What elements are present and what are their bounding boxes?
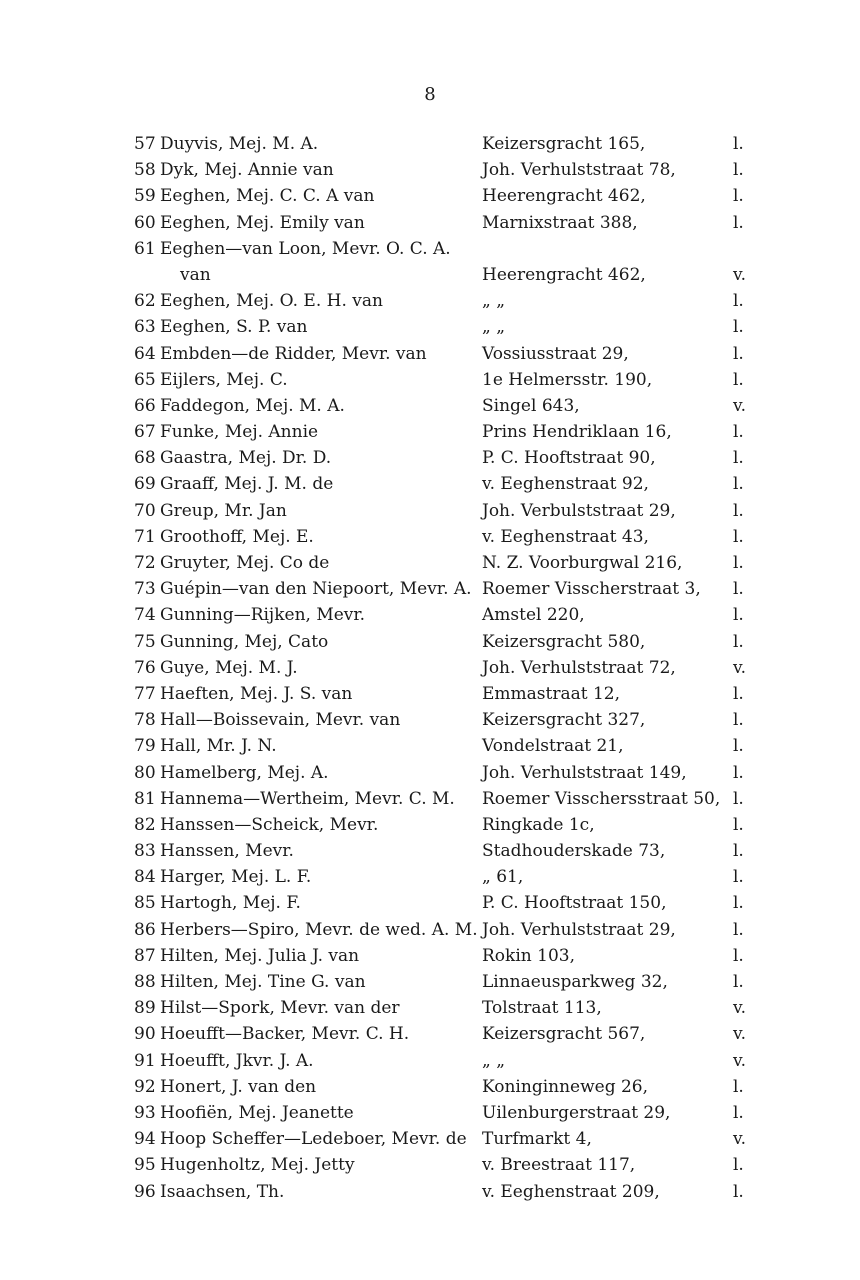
entry-address: Joh. Verhulststraat 29,: [482, 919, 676, 940]
entry-mark: v.: [733, 1050, 746, 1071]
entry-number: 72: [134, 553, 156, 573]
entry-name: Graaff, Mej. J. M. de: [160, 474, 334, 495]
entry-name: van: [180, 264, 211, 285]
entry-name: Honert, J. van den: [160, 1076, 317, 1097]
entry-address: Keizersgracht 327,: [482, 710, 646, 731]
list-entry: [0, 812, 860, 838]
entry-address: Emmastraat 12,: [482, 683, 621, 704]
entry-address: „ „: [482, 1050, 506, 1071]
entry-mark: l.: [733, 474, 744, 495]
entry-name: Groothoff, Mej. E.: [160, 526, 314, 547]
entry-name: Hoop Scheffer—Ledeboer, Mevr. de: [160, 1129, 467, 1150]
member-list: [0, 131, 860, 1205]
entry-name: Hoeufft—Backer, Mevr. C. H.: [160, 1024, 410, 1045]
entry-address: v. Eeghenstraat 209,: [482, 1181, 660, 1202]
entry-address: Stadhouderskade 73,: [482, 841, 666, 862]
entry-mark: v.: [733, 1024, 746, 1045]
entry-address: „ 61,: [482, 867, 524, 888]
list-entry: [0, 576, 860, 602]
list-entry: [0, 419, 860, 445]
entry-mark: l.: [733, 369, 744, 390]
entry-mark: l.: [733, 710, 744, 731]
list-entry: [0, 314, 860, 340]
entry-address: Joh. Verhulststraat 149,: [482, 762, 687, 783]
entry-name: Herbers—Spiro, Mevr. de wed. A. M.: [160, 919, 478, 940]
list-entry: [0, 550, 860, 576]
entry-name: Haeften, Mej. J. S. van: [160, 683, 353, 704]
list-entry: [0, 1179, 860, 1205]
entry-name: Eeghen, Mej. O. E. H. van: [160, 291, 383, 312]
entry-address: „ „: [482, 317, 506, 338]
entry-number: 73: [134, 579, 156, 600]
entry-mark: l.: [733, 291, 744, 312]
list-entry: [0, 864, 860, 890]
entry-number: 62: [134, 291, 156, 312]
entry-address: Linnaeusparkweg 32,: [482, 972, 668, 992]
list-entry: [0, 1126, 860, 1152]
entry-name: Gruyter, Mej. Co de: [160, 553, 330, 573]
entry-mark: l.: [733, 919, 744, 940]
entry-name: Harger, Mej. L. F.: [160, 867, 312, 888]
entry-mark: l.: [733, 186, 744, 207]
list-entry: [0, 890, 860, 916]
entry-address: Vondelstraat 21,: [482, 736, 624, 757]
entry-name: Guépin—van den Niepoort, Mevr. A.: [160, 579, 472, 600]
entry-name: Gaastra, Mej. Dr. D.: [160, 448, 332, 469]
entry-mark: l.: [733, 631, 744, 652]
entry-address: v. Eeghenstraat 92,: [482, 474, 649, 495]
entry-name: Faddegon, Mej. M. A.: [160, 395, 345, 416]
entry-number: 61: [134, 238, 156, 259]
list-entry: [0, 367, 860, 393]
entry-number: 58: [134, 160, 156, 181]
entry-address: Marnixstraat 388,: [482, 212, 638, 233]
entry-number: 65: [134, 369, 156, 390]
list-entry: [0, 969, 860, 995]
entry-mark: l.: [733, 1181, 744, 1202]
entry-mark: l.: [733, 160, 744, 181]
entry-number: 57: [134, 134, 156, 154]
list-entry: [0, 445, 860, 471]
entry-number: 83: [134, 841, 156, 862]
entry-number: 78: [134, 710, 156, 731]
entry-number: 60: [134, 212, 156, 233]
list-entry: [0, 524, 860, 550]
list-entry: [0, 681, 860, 707]
entry-number: 77: [134, 683, 156, 704]
list-entry: [0, 393, 860, 419]
entry-name: Eeghen, S. P. van: [160, 317, 308, 338]
list-entry: [0, 236, 860, 262]
entry-number: 89: [134, 998, 156, 1019]
entry-mark: l.: [733, 1155, 744, 1176]
entry-name: Hilten, Mej. Tine G. van: [160, 972, 366, 992]
entry-name: Hoeufft, Jkvr. J. A.: [160, 1050, 314, 1071]
entry-mark: l.: [733, 134, 744, 154]
entry-address: Joh. Verhulststraat 72,: [482, 657, 676, 678]
list-entry: [0, 838, 860, 864]
entry-number: 63: [134, 317, 156, 338]
entry-name: Duyvis, Mej. M. A.: [160, 134, 319, 154]
entry-address: Singel 643,: [482, 395, 580, 416]
entry-number: 64: [134, 343, 156, 364]
entry-name: Dyk, Mej. Annie van: [160, 160, 334, 181]
list-entry: [0, 341, 860, 367]
entry-name: Hoofiën, Mej. Jeanette: [160, 1102, 354, 1123]
entry-address: Heerengracht 462,: [482, 264, 646, 285]
list-entry: [0, 1048, 860, 1074]
list-entry: [0, 733, 860, 759]
list-entry: [0, 498, 860, 524]
list-entry: [0, 655, 860, 681]
entry-address: Prins Hendriklaan 16,: [482, 422, 672, 443]
entry-name: Hilst—Spork, Mevr. van der: [160, 998, 400, 1019]
entry-mark: l.: [733, 605, 744, 626]
entry-mark: l.: [733, 1076, 744, 1097]
entry-address: Heerengracht 462,: [482, 186, 646, 207]
entry-address: Roemer Visschersstraat 50,: [482, 788, 721, 809]
list-entry: [0, 995, 860, 1021]
entry-number: 67: [134, 422, 156, 443]
entry-name: Isaachsen, Th.: [160, 1181, 285, 1202]
entry-number: 80: [134, 762, 156, 783]
list-entry: [0, 157, 860, 183]
entry-number: 75: [134, 631, 156, 652]
entry-name: Hamelberg, Mej. A.: [160, 762, 329, 783]
entry-number: 59: [134, 186, 156, 207]
entry-address: Keizersgracht 580,: [482, 631, 646, 652]
list-entry: [0, 471, 860, 497]
entry-mark: v.: [733, 264, 746, 285]
entry-address: Joh. Verhulststraat 78,: [482, 160, 676, 181]
entry-address: Ringkade 1c,: [482, 814, 595, 835]
entry-number: 88: [134, 972, 156, 992]
entry-mark: l.: [733, 448, 744, 469]
entry-mark: l.: [733, 867, 744, 888]
entry-number: 96: [134, 1181, 156, 1202]
entry-number: 95: [134, 1155, 156, 1176]
list-entry: [0, 210, 860, 236]
list-entry: [0, 943, 860, 969]
entry-address: v. Breestraat 117,: [482, 1155, 636, 1176]
list-entry: [0, 786, 860, 812]
entry-number: 90: [134, 1024, 156, 1045]
entry-mark: l.: [733, 683, 744, 704]
list-entry: [0, 288, 860, 314]
page-number: 8: [424, 84, 436, 105]
list-entry: [0, 707, 860, 733]
entry-mark: l.: [733, 553, 744, 573]
entry-address: 1e Helmersstr. 190,: [482, 369, 653, 390]
entry-name: Hall, Mr. J. N.: [160, 736, 277, 757]
entry-address: Turfmarkt 4,: [482, 1129, 592, 1150]
list-entry: [0, 1100, 860, 1126]
entry-name: Eeghen, Mej. Emily van: [160, 212, 365, 233]
list-entry: [0, 917, 860, 943]
entry-mark: v.: [733, 998, 746, 1019]
list-entry: [0, 262, 860, 288]
entry-number: 94: [134, 1129, 156, 1150]
entry-name: Gunning—Rijken, Mevr.: [160, 605, 366, 626]
entry-mark: l.: [733, 1102, 744, 1123]
entry-mark: l.: [733, 500, 744, 521]
entry-name: Embden—de Ridder, Mevr. van: [160, 343, 427, 364]
entry-mark: l.: [733, 736, 744, 757]
entry-address: „ „: [482, 291, 506, 312]
entry-address: P. C. Hooftstraat 150,: [482, 893, 667, 914]
entry-number: 82: [134, 814, 156, 835]
entry-address: Keizersgracht 567,: [482, 1024, 646, 1045]
entry-number: 70: [134, 500, 156, 521]
entry-name: Hilten, Mej. Julia J. van: [160, 945, 360, 966]
list-entry: [0, 760, 860, 786]
entry-address: Roemer Visscherstraat 3,: [482, 579, 701, 600]
entry-number: 79: [134, 736, 156, 757]
entry-mark: l.: [733, 762, 744, 783]
entry-name: Guye, Mej. M. J.: [160, 657, 298, 678]
entry-mark: l.: [733, 814, 744, 835]
entry-name: Gunning, Mej, Cato: [160, 631, 329, 652]
entry-address: Rokin 103,: [482, 945, 575, 966]
entry-name: Hall—Boissevain, Mevr. van: [160, 710, 401, 731]
entry-mark: l.: [733, 317, 744, 338]
entry-address: Joh. Verbulststraat 29,: [482, 500, 676, 521]
list-entry: [0, 602, 860, 628]
entry-name: Hanssen—Scheick, Mevr.: [160, 814, 379, 835]
list-entry: [0, 131, 860, 157]
list-entry: [0, 1074, 860, 1100]
list-entry: [0, 629, 860, 655]
entry-mark: l.: [733, 945, 744, 966]
entry-mark: v.: [733, 1129, 746, 1150]
entry-number: 86: [134, 919, 156, 940]
entry-address: Amstel 220,: [482, 605, 585, 626]
entry-mark: l.: [733, 579, 744, 600]
entry-number: 85: [134, 893, 156, 914]
list-entry: [0, 1152, 860, 1178]
entry-number: 84: [134, 867, 156, 888]
entry-name: Hanssen, Mevr.: [160, 841, 294, 862]
entry-number: 71: [134, 526, 156, 547]
entry-number: 92: [134, 1076, 156, 1097]
entry-name: Hartogh, Mej. F.: [160, 893, 301, 914]
entry-mark: l.: [733, 788, 744, 809]
entry-name: Greup, Mr. Jan: [160, 500, 287, 521]
entry-number: 87: [134, 945, 156, 966]
entry-name: Funke, Mej. Annie: [160, 422, 319, 443]
entry-number: 68: [134, 448, 156, 469]
entry-number: 91: [134, 1050, 156, 1071]
list-entry: [0, 1021, 860, 1047]
entry-address: v. Eeghenstraat 43,: [482, 526, 649, 547]
entry-mark: v.: [733, 395, 746, 416]
entry-mark: l.: [733, 422, 744, 443]
entry-address: Vossiusstraat 29,: [482, 343, 629, 364]
entry-mark: l.: [733, 212, 744, 233]
entry-number: 74: [134, 605, 156, 626]
entry-address: Uilenburgerstraat 29,: [482, 1102, 671, 1123]
entry-name: Eeghen, Mej. C. C. A van: [160, 186, 375, 207]
entry-mark: v.: [733, 657, 746, 678]
entry-number: 76: [134, 657, 156, 678]
entry-address: P. C. Hooftstraat 90,: [482, 448, 656, 469]
entry-address: Keizersgracht 165,: [482, 134, 646, 154]
entry-number: 66: [134, 395, 156, 416]
entry-name: Eijlers, Mej. C.: [160, 369, 288, 390]
entry-mark: l.: [733, 893, 744, 914]
entry-mark: l.: [733, 841, 744, 862]
entry-address: N. Z. Voorburgwal 216,: [482, 553, 683, 573]
entry-address: Tolstraat 113,: [482, 998, 602, 1019]
entry-mark: l.: [733, 526, 744, 547]
entry-number: 81: [134, 788, 156, 809]
entry-name: Eeghen—van Loon, Mevr. O. C. A.: [160, 238, 451, 259]
entry-name: Hugenholtz, Mej. Jetty: [160, 1155, 355, 1176]
entry-number: 69: [134, 474, 156, 495]
list-entry: [0, 183, 860, 209]
entry-number: 93: [134, 1102, 156, 1123]
entry-mark: l.: [733, 343, 744, 364]
entry-address: Koninginneweg 26,: [482, 1076, 649, 1097]
entry-name: Hannema—Wertheim, Mevr. C. M.: [160, 788, 455, 809]
entry-mark: l.: [733, 972, 744, 992]
